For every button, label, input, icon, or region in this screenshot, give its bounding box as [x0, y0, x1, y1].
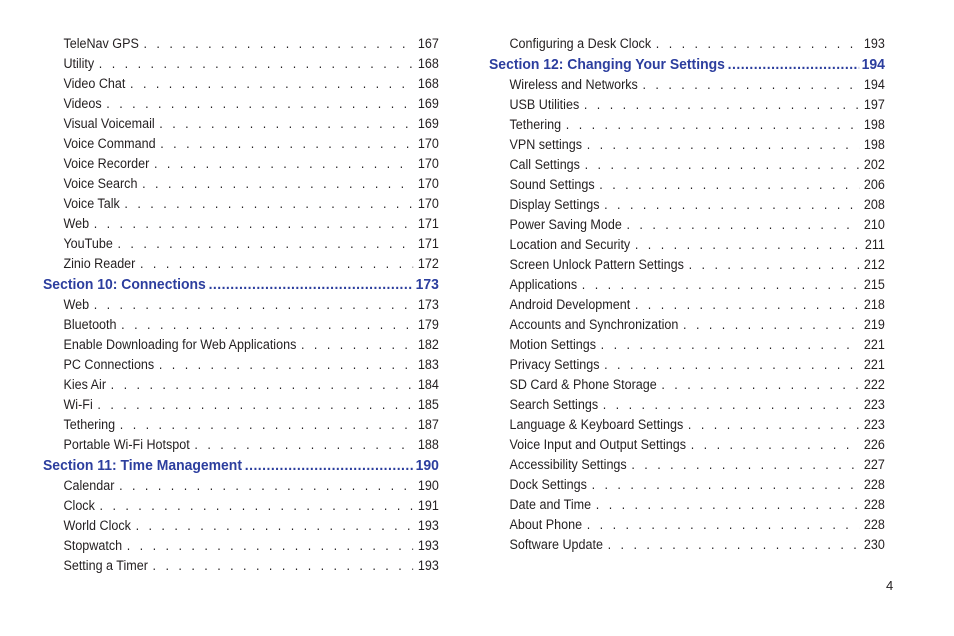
dot-leader [160, 134, 413, 154]
toc-entry[interactable] [489, 135, 885, 155]
toc-entry[interactable] [489, 475, 885, 495]
dot-leader [130, 74, 413, 94]
toc-entry[interactable] [489, 375, 885, 395]
toc-entry-page: 172 [417, 256, 439, 271]
toc-entry-page: 170 [417, 196, 439, 211]
toc-entry-title: Videos [63, 96, 102, 111]
toc-entry-page: 193 [417, 518, 439, 533]
toc-entry-page: 208 [863, 197, 885, 212]
toc-entry[interactable] [43, 496, 439, 516]
dot-leader [604, 355, 859, 375]
dot-leader [97, 395, 413, 415]
toc-entry-title: Web [63, 216, 90, 231]
toc-entry[interactable] [489, 335, 885, 355]
toc-entry-title: Voice Input and Output Settings [509, 437, 687, 452]
dot-leader [159, 114, 413, 134]
dot-leader [209, 274, 413, 295]
dot-leader [153, 556, 414, 576]
dot-leader [635, 235, 860, 255]
dot-leader [728, 54, 859, 75]
dot-leader [143, 34, 413, 54]
toc-entry-title: Kies Air [63, 377, 107, 392]
toc-entry[interactable] [43, 134, 439, 154]
toc-entry-page: 182 [417, 337, 439, 352]
toc-entry[interactable] [43, 94, 439, 114]
toc-entry[interactable] [43, 556, 439, 576]
toc-entry[interactable] [43, 395, 439, 415]
toc-entry-page: 223 [863, 397, 885, 412]
dot-leader [635, 295, 859, 315]
toc-entry-title: Stopwatch [63, 538, 123, 553]
toc-entry[interactable] [489, 515, 885, 535]
toc-entry-title: Section 10: Connections [43, 276, 206, 293]
toc-entry[interactable] [489, 275, 885, 295]
toc-entry[interactable] [489, 95, 885, 115]
toc-entry-page: 187 [417, 417, 439, 432]
toc-entry-title: Sound Settings [509, 177, 595, 192]
toc-entry-title: Dock Settings [509, 477, 587, 492]
toc-entry-title: Voice Recorder [63, 156, 150, 171]
toc-entry-page: 193 [417, 538, 439, 553]
toc-entry-title: Clock [63, 498, 95, 513]
toc-entry-page: 188 [417, 437, 439, 452]
toc-entry-title: Applications [509, 277, 578, 292]
toc-entry[interactable] [43, 254, 439, 274]
dot-leader [159, 355, 413, 375]
toc-entry[interactable] [489, 195, 885, 215]
dot-leader [100, 496, 414, 516]
toc-entry-title: Motion Settings [509, 337, 597, 352]
toc-entry[interactable] [489, 295, 885, 315]
toc-section-heading[interactable] [43, 455, 439, 476]
toc-entry[interactable] [489, 495, 885, 515]
toc-entry[interactable] [43, 74, 439, 94]
toc-entry-title: Location and Security [509, 237, 631, 252]
toc-entry-title: Language & Keyboard Settings [509, 417, 684, 432]
toc-entry-title: Voice Talk [63, 196, 120, 211]
toc-entry-title: Screen Unlock Pattern Settings [509, 257, 684, 272]
toc-entry-title: Video Chat [63, 76, 126, 91]
toc-entry-title: Voice Command [63, 136, 156, 151]
toc-entry-title: Tethering [63, 417, 116, 432]
dot-leader [301, 335, 413, 355]
dot-leader [127, 536, 414, 556]
toc-entry[interactable] [489, 395, 885, 415]
toc-entry-page: 228 [863, 517, 885, 532]
toc-entry[interactable] [489, 235, 885, 255]
toc-entry-title: Software Update [509, 537, 603, 552]
toc-entry-page: 183 [417, 357, 439, 372]
dot-leader [661, 375, 859, 395]
toc-entry-page: 194 [861, 56, 885, 73]
toc-entry[interactable] [43, 54, 439, 74]
toc-entry-page: 190 [417, 478, 439, 493]
toc-entry-title: Enable Downloading for Web Applications [63, 337, 297, 352]
toc-entry[interactable] [43, 34, 439, 54]
toc-entry-title: Configuring a Desk Clock [509, 36, 652, 51]
dot-leader [124, 194, 413, 214]
toc-entry-title: YouTube [63, 236, 113, 251]
toc-entry[interactable] [489, 75, 885, 95]
dot-leader [631, 455, 859, 475]
toc-entry-title: World Clock [63, 518, 131, 533]
toc-entry-page: 185 [417, 397, 439, 412]
dot-leader [120, 415, 414, 435]
toc-entry-title: Power Saving Mode [509, 217, 622, 232]
toc-entry-page: 169 [417, 96, 439, 111]
toc-entry-page: 228 [863, 497, 885, 512]
toc-entry[interactable] [43, 214, 439, 234]
toc-entry[interactable] [43, 476, 439, 496]
toc-entry-page: 202 [863, 157, 885, 172]
dot-leader [642, 75, 859, 95]
dot-leader [689, 255, 860, 275]
dot-leader [585, 155, 860, 175]
toc-entry-title: Section 11: Time Management [43, 457, 242, 474]
page-number: 4 [886, 578, 894, 593]
dot-leader [587, 515, 860, 535]
dot-leader [601, 335, 860, 355]
toc-entry-title: Privacy Settings [509, 357, 600, 372]
toc-entry-page: 197 [863, 97, 885, 112]
toc-entry-title: TeleNav GPS [63, 36, 139, 51]
dot-leader [117, 234, 413, 254]
dot-leader [596, 495, 860, 515]
toc-entry-page: 230 [863, 537, 885, 552]
toc-entry[interactable] [489, 435, 885, 455]
toc-entry-title: PC Connections [63, 357, 155, 372]
dot-leader [111, 375, 414, 395]
dot-leader [691, 435, 860, 455]
dot-leader [99, 54, 413, 74]
toc-entry-page: 211 [864, 237, 885, 252]
toc-entry[interactable] [43, 375, 439, 395]
dot-leader [603, 395, 860, 415]
toc-right-column [489, 34, 885, 555]
dot-leader [599, 175, 859, 195]
toc-entry[interactable] [489, 455, 885, 475]
toc-entry-title: Display Settings [509, 197, 600, 212]
toc-entry-page: 206 [863, 177, 885, 192]
dot-leader [688, 415, 859, 435]
toc-entry-page: 171 [417, 216, 439, 231]
toc-entry-page: 194 [863, 77, 885, 92]
toc-entry-title: Web [63, 297, 90, 312]
toc-entry-page: 170 [417, 156, 439, 171]
toc-entry-page: 221 [863, 337, 885, 352]
toc-entry[interactable] [489, 355, 885, 375]
toc-entry-page: 210 [863, 217, 885, 232]
toc-entry-page: 218 [863, 297, 885, 312]
dot-leader [119, 476, 413, 496]
dot-leader [194, 435, 413, 455]
toc-entry-title: Accessibility Settings [509, 457, 627, 472]
toc-entry[interactable] [489, 215, 885, 235]
dot-leader [140, 254, 413, 274]
toc-entry-page: 170 [417, 176, 439, 191]
toc-entry-page: 171 [417, 236, 439, 251]
dot-leader [245, 455, 413, 476]
toc-entry-title: SD Card & Phone Storage [509, 377, 657, 392]
toc-entry-page: 170 [417, 136, 439, 151]
toc-entry-page: 173 [417, 297, 439, 312]
toc-entry-title: Utility [63, 56, 95, 71]
toc-entry-page: 198 [863, 137, 885, 152]
toc-entry-title: Search Settings [509, 397, 599, 412]
toc-entry-title: Section 12: Changing Your Settings [489, 56, 725, 73]
toc-entry-title: Accounts and Synchronization [509, 317, 679, 332]
toc-entry-title: Tethering [509, 117, 562, 132]
toc-entry-page: 212 [863, 257, 885, 272]
toc-entry-title: Android Development [509, 297, 631, 312]
toc-entry-page: 222 [863, 377, 885, 392]
dot-leader [656, 34, 860, 54]
toc-entry-page: 198 [863, 117, 885, 132]
toc-entry[interactable] [43, 194, 439, 214]
toc-entry[interactable] [43, 335, 439, 355]
toc-entry-title: Zinio Reader [63, 256, 136, 271]
toc-entry[interactable] [43, 114, 439, 134]
toc-entry-title: Calendar [63, 478, 115, 493]
toc-entry-page: 193 [863, 36, 885, 51]
toc-entry[interactable] [43, 234, 439, 254]
dot-leader [683, 315, 859, 335]
toc-entry[interactable] [489, 34, 885, 54]
toc-entry-page: 223 [863, 417, 885, 432]
toc-entry-title: Wireless and Networks [509, 77, 638, 92]
toc-entry[interactable] [43, 415, 439, 435]
dot-leader [566, 115, 860, 135]
toc-entry[interactable] [43, 435, 439, 455]
dot-leader [608, 535, 860, 555]
toc-entry[interactable] [43, 516, 439, 536]
toc-entry-page: 167 [417, 36, 439, 51]
toc-left-column [43, 34, 439, 576]
toc-entry-title: Date and Time [509, 497, 592, 512]
toc-entry-page: 193 [417, 558, 439, 573]
dot-leader [584, 95, 859, 115]
toc-section-heading[interactable] [43, 274, 439, 295]
toc-entry[interactable] [489, 535, 885, 555]
dot-leader [626, 215, 859, 235]
toc-entry-page: 190 [415, 457, 439, 474]
toc-entry-page: 191 [417, 498, 439, 513]
toc-entry-title: VPN settings [509, 137, 583, 152]
dot-leader [587, 135, 860, 155]
toc-entry-page: 168 [417, 56, 439, 71]
toc-entry-page: 184 [417, 377, 439, 392]
dot-leader [94, 295, 414, 315]
dot-leader [604, 195, 859, 215]
toc-entry-page: 173 [415, 276, 439, 293]
toc-entry[interactable] [43, 295, 439, 315]
toc-entry-title: Visual Voicemail [63, 116, 155, 131]
toc-entry-title: Bluetooth [63, 317, 117, 332]
toc-entry-page: 169 [417, 116, 439, 131]
toc-entry-page: 179 [417, 317, 439, 332]
dot-leader [582, 275, 859, 295]
toc-entry-page: 227 [863, 457, 885, 472]
toc-entry-title: Setting a Timer [63, 558, 148, 573]
toc-entry-title: Portable Wi-Fi Hotspot [63, 437, 190, 452]
toc-entry[interactable] [43, 536, 439, 556]
toc-entry-title: Voice Search [63, 176, 138, 191]
dot-leader [592, 475, 860, 495]
toc-entry-page: 228 [863, 477, 885, 492]
toc-entry[interactable] [489, 315, 885, 335]
toc-entry-title: About Phone [509, 517, 583, 532]
toc-entry[interactable] [43, 154, 439, 174]
toc-entry-title: Call Settings [509, 157, 580, 172]
toc-entry[interactable] [43, 355, 439, 375]
toc-entry[interactable] [43, 174, 439, 194]
toc-entry-page: 226 [863, 437, 885, 452]
dot-leader [121, 315, 413, 335]
toc-entry-page: 221 [863, 357, 885, 372]
toc-entry-title: Wi-Fi [63, 397, 93, 412]
toc-entry[interactable] [43, 315, 439, 335]
toc-entry-page: 168 [417, 76, 439, 91]
toc-entry[interactable] [489, 175, 885, 195]
toc-entry[interactable] [489, 255, 885, 275]
dot-leader [154, 154, 413, 174]
toc-entry[interactable] [489, 155, 885, 175]
toc-entry-page: 215 [863, 277, 885, 292]
dot-leader [94, 214, 414, 234]
toc-entry-page: 219 [863, 317, 885, 332]
toc-section-heading[interactable] [489, 54, 885, 75]
toc-entry-title: USB Utilities [509, 97, 580, 112]
dot-leader [142, 174, 413, 194]
dot-leader [136, 516, 414, 536]
toc-entry[interactable] [489, 415, 885, 435]
toc-entry[interactable] [489, 115, 885, 135]
dot-leader [106, 94, 413, 114]
